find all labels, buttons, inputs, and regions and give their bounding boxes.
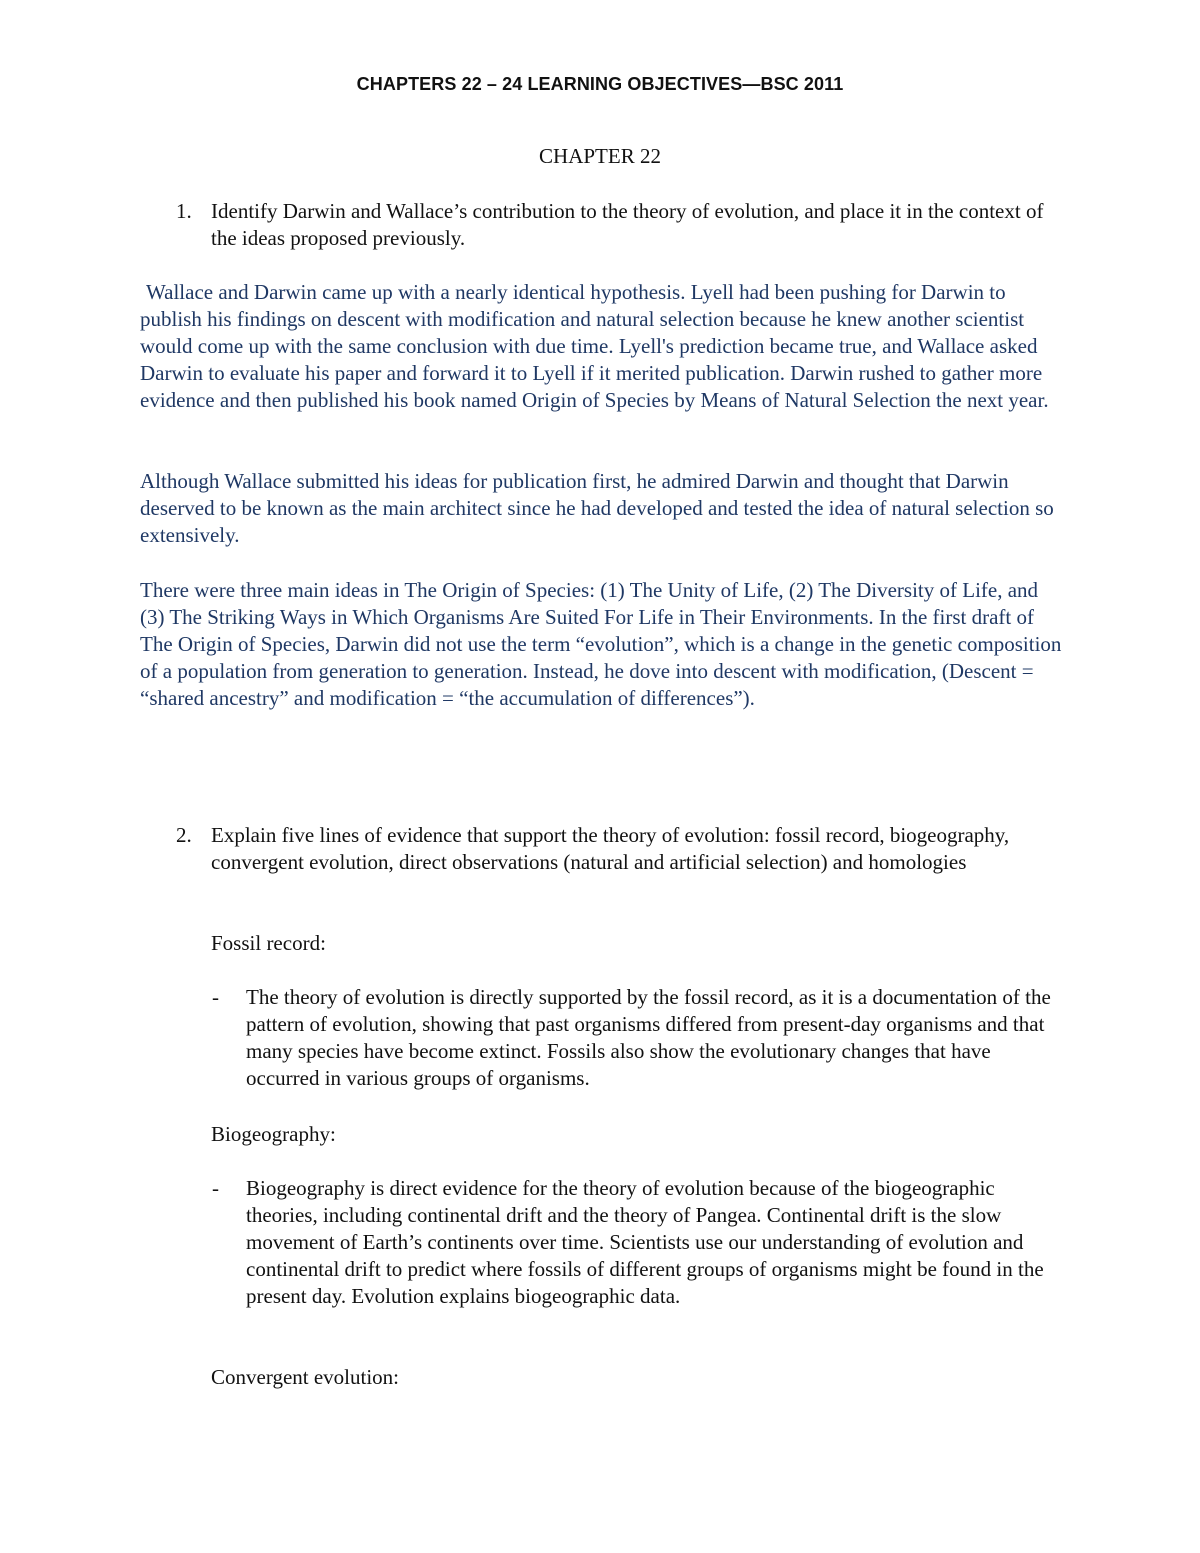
chapter-heading: CHAPTER 22 [539, 144, 661, 168]
fossil-record-heading: Fossil record: [211, 931, 326, 955]
question-2-number: 2. [176, 823, 192, 847]
biogeography-bullet: Biogeography is direct evidence for the theory of evolution because of the biogeographic theories, including continental drift and the theory of Pangea. Continental drift is the slow movement of Earth’s continents over time. Scientists use our understanding of evolution and continental drift to predict where fossils of different groups of organisms might be found in the present day. Evolution explains biogeographic data. [246, 1176, 1044, 1308]
answer-1-paragraph-3: There were three main ideas in The Origin of Species: (1) The Unity of Life, (2) The Diversity of Life, and (3) The Striking Ways in Which Organisms Are Suited For Life in Their Environments. In the first draft of The Origin of Species, Darwin did not use the term “evolution”, which is a change in the genetic composition of a population from generation to generation. Instead, he dove into descent with modification, (Descent = “shared ancestry” and modification = “the accumulation of differences”). [140, 578, 1062, 710]
answer-1-paragraph-1: Wallace and Darwin came up with a nearly identical hypothesis. Lyell had been pushing for Darwin to publish his findings on descent with modification and natural selection because he knew another scientist would come up with the same conclusion with due time. Lyell's prediction became true, and Wallace asked Darwin to evaluate his paper and forward it to Lyell if it merited publication. Darwin rushed to gather more evidence and then published his book named Origin of Species by Means of Natural Selection the next year. [140, 280, 1049, 412]
question-1-number: 1. [176, 199, 192, 223]
question-1-text: Identify Darwin and Wallace’s contribution to the theory of evolution, and place it in the context of the ideas proposed previously. [211, 199, 1044, 250]
answer-1-paragraph-2: Although Wallace submitted his ideas for publication first, he admired Darwin and thought that Darwin deserved to be known as the main architect since he had developed and tested the idea of natural selection so extensively. [140, 469, 1054, 547]
convergent-evolution-heading: Convergent evolution: [211, 1365, 400, 1389]
biogeography-bullet-marker: - [212, 1176, 219, 1200]
biogeography-heading: Biogeography: [211, 1122, 336, 1146]
fossil-bullet-marker: - [212, 985, 219, 1009]
fossil-record-bullet: The theory of evolution is directly supported by the fossil record, as it is a documentation of the pattern of evolution, showing that past organisms differed from present-day organisms and that many species have become extinct. Fossils also show the evolutionary changes that have occurred in various groups of organisms. [246, 985, 1051, 1090]
question-2-text: Explain five lines of evidence that support the theory of evolution: fossil record, biogeography, convergent evolution, direct observations (natural and artificial selection) and homologies [211, 823, 1010, 874]
document-title: CHAPTERS 22 – 24 LEARNING OBJECTIVES—BSC 2011 [356, 74, 844, 94]
